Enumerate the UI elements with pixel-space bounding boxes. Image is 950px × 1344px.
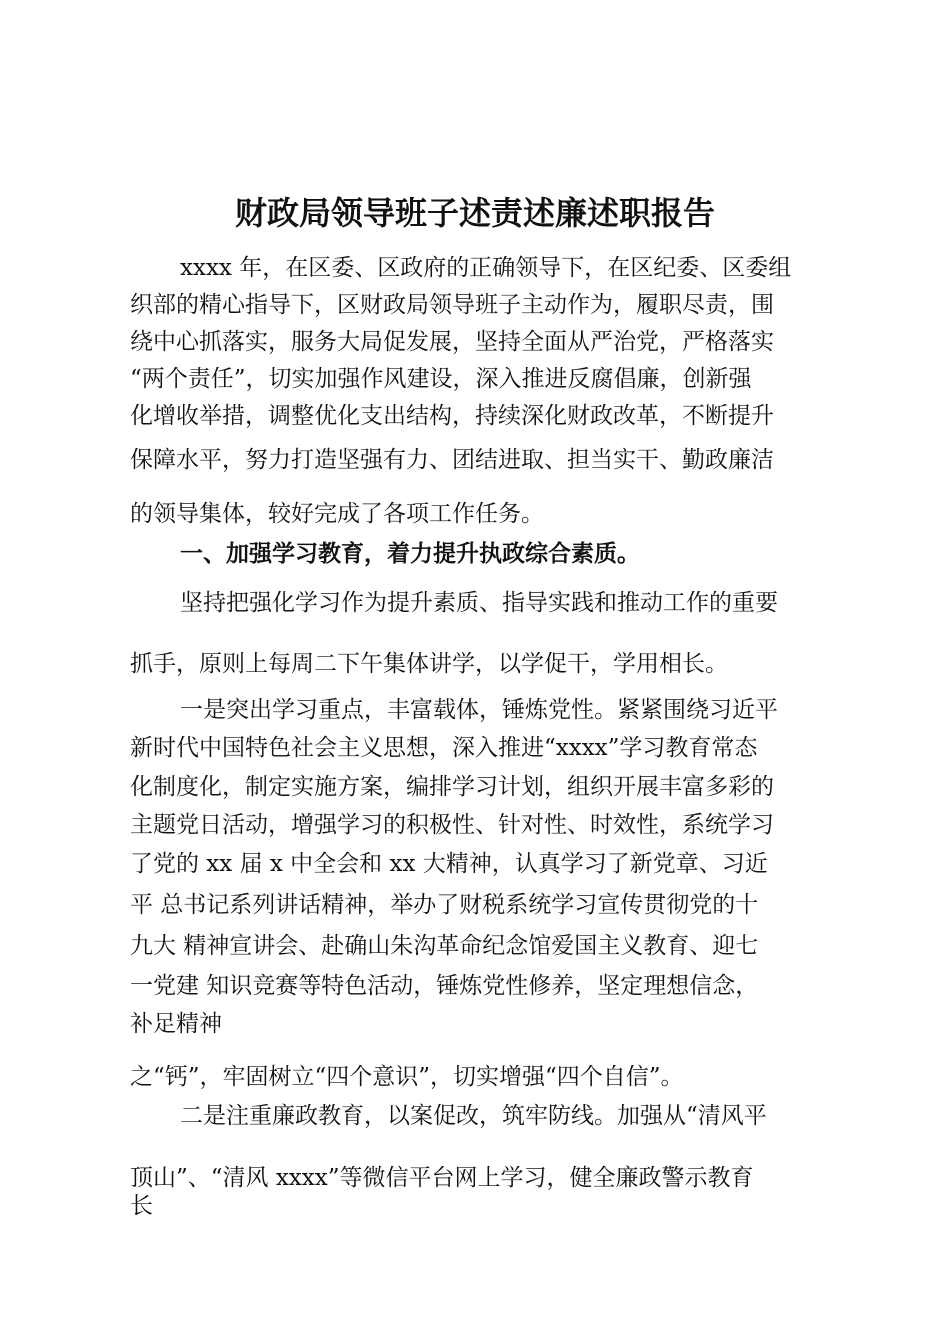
document-title: 财政局领导班子述责述廉述职报告 xyxy=(234,194,715,232)
intro-line: 织部的精心指导下，区财政局领导班子主动作为，履职尽责，围 xyxy=(130,292,774,318)
point1-line: 主题党日活动，增强学习的积极性、针对性、时效性，系统学习 xyxy=(130,812,774,838)
intro-line: 的领导集体，较好完成了各项工作任务。 xyxy=(130,501,544,527)
point1-line: 之“钙”，牢固树立“四个意识”，切实增强“四个自信”。 xyxy=(130,1064,684,1090)
point2-line: 顶山”、“清风 xxxx”等微信平台网上学习，健全廉政警示教育 xyxy=(130,1165,754,1191)
section-heading: 一、加强学习教育，着力提升执政综合素质。 xyxy=(180,541,640,567)
intro-line: “两个责任”，切实加强作风建设，深入推进反腐倡廉，创新强 xyxy=(130,366,752,392)
section1-line: 抓手，原则上每周二下午集体讲学，以学促干，学用相长。 xyxy=(130,651,728,677)
point1-line: 化制度化，制定实施方案，编排学习计划，组织开展丰富多彩的 xyxy=(130,774,774,800)
point1-line: 一党建 知识竞赛等特色活动，锤炼党性修养，坚定理想信念， xyxy=(130,973,759,999)
point2-line: 长 xyxy=(130,1193,153,1219)
intro-line: 绕中心抓落实，服务大局促发展，坚持全面从严治党，严格落实 xyxy=(130,329,774,355)
intro-line: xxxx 年，在区委、区政府的正确领导下，在区纪委、区委组 xyxy=(180,255,792,281)
point1-line: 补足精神 xyxy=(130,1011,222,1037)
intro-line: 化增收举措，调整优化支出结构，持续深化财政改革，不断提升 xyxy=(130,403,774,429)
point1-line: 了党的 xx 届 x 中全会和 xx 大精神，认真学习了新党章、习近 xyxy=(130,851,768,877)
point1-line: 新时代中国特色社会主义思想，深入推进“xxxx”学习教育常态 xyxy=(130,735,758,761)
point2-line: 二是注重廉政教育，以案促改，筑牢防线。加强从“清风平 xyxy=(180,1103,767,1129)
section1-line: 坚持把强化学习作为提升素质、指导实践和推动工作的重要 xyxy=(180,590,778,616)
point1-line: 一是突出学习重点，丰富载体，锤炼党性。紧紧围绕习近平 xyxy=(180,697,778,723)
point1-line: 平 总书记系列讲话精神，举办了财税系统学习宣传贯彻党的十 xyxy=(130,892,759,918)
intro-line: 保障水平，努力打造坚强有力、团结进取、担当实干、勤政廉洁 xyxy=(130,447,774,473)
point1-line: 九大 精神宣讲会、赴确山朱沟革命纪念馆爱国主义教育、迎七 xyxy=(130,933,759,959)
